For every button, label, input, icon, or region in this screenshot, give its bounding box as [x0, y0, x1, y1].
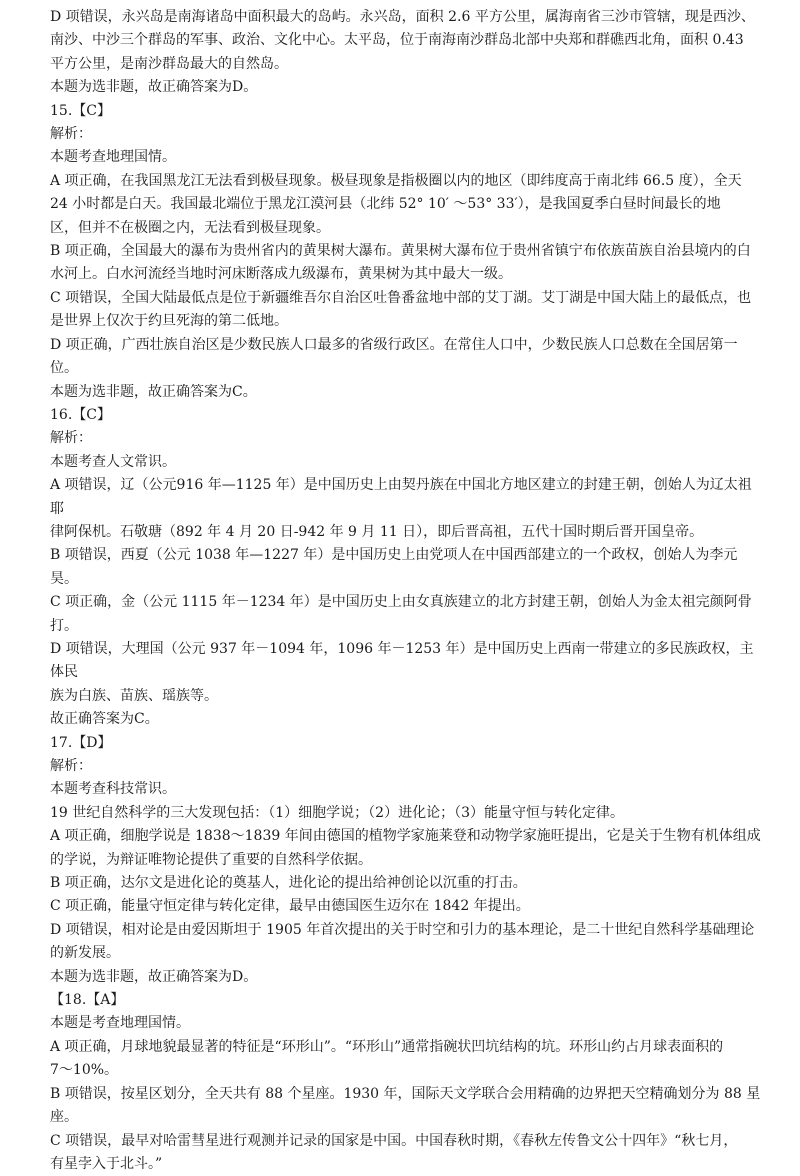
text-line: 打。 [50, 617, 78, 634]
text-line: 15.【C】 [50, 102, 111, 119]
text-line: B 项错误，按星区划分，全天共有 88 个星座。1930 年，国际天文学联合会用精确的边界把天空精确划分为 88 星 [50, 1085, 761, 1102]
text-line: A 项正确，在我国黑龙江无法看到极昼现象。极昼现象是指极圈以内的地区（即纬度高于南北纬 66.5 度），全天 [50, 172, 742, 189]
text-line: C 项正确，金（公元 1115 年－1234 年）是中国历史上由女真族建立的北方封建王朝，创始人为金太祖完颜阿骨 [50, 594, 752, 611]
text-line: 族为白族、苗族、瑶族等。 [50, 687, 218, 704]
text-line: 的学说，为辩证唯物论提供了重要的自然科学依据。 [50, 851, 372, 868]
text-line: 本题为选非题，故正确答案为D。 [50, 79, 258, 96]
text-line: 有星孛入于北斗。” [50, 1155, 163, 1172]
text-line: 本题考查科技常识。 [50, 781, 176, 798]
text-line: 【18.【A】 [50, 992, 125, 1009]
document-body [50, 6, 764, 1176]
text-line: 本题为选非题，故正确答案为C。 [50, 383, 257, 400]
text-line: B 项正确，达尔文是进化论的奠基人，进化论的提出给神创论以沉重的打击。 [50, 875, 527, 892]
text-line: B 项错误，西夏（公元 1038 年—1227 年）是中国历史上由党项人在中国西部建立的一个政权，创始人为李元昊。 [50, 547, 738, 587]
text-line: 本题考查地理国情。 [50, 149, 176, 166]
text-line: 位。 [50, 360, 78, 377]
text-line: A 项正确，细胞学说是 1838～1839 年间由德国的植物学家施莱登和动物学家施旺提出，它是关于生物有机体组成 [50, 828, 761, 845]
text-line: D 项错误，永兴岛是南海诸岛中面积最大的岛屿。永兴岛，面积 2.6 平方公里，属海南省三沙市管辖，现是西沙、 [50, 9, 755, 25]
text-line: D 项正确，广西壮族自治区是少数民族人口最多的省级行政区。在常住人口中，少数民族人口总数在全国居第一 [50, 336, 738, 353]
text-line: D 项错误，相对论是由爱因斯坦于 1905 年首次提出的关于时空和引力的基本理论，是二十世纪自然科学基础理论 [50, 921, 755, 938]
text-line: C 项正确，能量守恒定律与转化定律，最早由德国医生迈尔在 1842 年提出。 [50, 898, 530, 915]
text-line: A 项正确，月球地貌最显著的特征是“环形山”。“环形山”通常指碗状凹坑结构的坑。环形山约占月球表面积的 [50, 1038, 724, 1055]
text-line: 解析： [50, 758, 92, 774]
text-line: 本题考查人文常识。 [50, 453, 176, 470]
text-line: 17.【D】 [50, 734, 112, 751]
text-line: 是世界上仅次于约旦死海的第二低地。 [50, 313, 288, 330]
text-line: 故正确答案为C。 [50, 711, 159, 728]
text-line: 本题为选非题，故正确答案为D。 [50, 968, 258, 985]
text-line: 19 世纪自然科学的三大发现包括：（1）细胞学说；（2）进化论；（3）能量守恒与转化定律。 [50, 804, 624, 821]
text-line: B 项正确，全国最大的瀑布为贵州省内的黄果树大瀑布。黄果树大瀑布位于贵州省镇宁布依族苗族自治县境内的白 [50, 243, 751, 260]
text-line: 本题是考查地理国情。 [50, 1015, 190, 1032]
text-line: 7～10%。 [50, 1062, 119, 1079]
text-line: 律阿保机。石敬瑭（892 年 4 月 20 日-942 年 9 月 11 日），即后晋高祖，五代十国时期后晋开国皇帝。 [50, 523, 704, 540]
text-line: 24 小时都是白天。我国最北端位于黑龙江漠河县（北纬 52° 10′ ～53° 33′），是我国夏季白昼时间最长的地 [50, 196, 721, 213]
text-line: 解析： [50, 430, 92, 447]
text-line: C 项错误，全国大陆最低点是位于新疆维吾尔自治区吐鲁番盆地中部的艾丁湖。艾丁湖是中国大陆上的最低点，也 [50, 289, 752, 306]
text-line: 16.【C】 [50, 406, 111, 423]
text-line: D 项错误，大理国（公元 937 年－1094 年，1096 年－1253 年）是中国历史上西南一带建立的多民族政权，主体民 [50, 640, 754, 681]
text-line: 区，但并不在极圈之内，无法看到极昼现象。 [50, 219, 330, 236]
text-line: 解析： [50, 126, 92, 143]
text-line: C 项错误，最早对哈雷彗星进行观测并记录的国家是中国。中国春秋时期，《春秋左传鲁文公十四年》“秋七月， [50, 1132, 738, 1149]
text-line: 座。 [50, 1109, 78, 1126]
text-line: 的新发展。 [50, 945, 120, 962]
text-line: 水河上。白水河流经当地时河床断落成九级瀑布，黄果树为其中最大一级。 [50, 266, 512, 283]
text-line: 平方公里，是南沙群岛最大的自然岛。 [50, 55, 288, 72]
text-line: A 项错误，辽（公元916 年—1125 年）是中国历史上由契丹族在中国北方地区建立的封建王朝，创始人为辽太祖耶 [50, 477, 752, 517]
text-line: 南沙、中沙三个群岛的军事、政治、文化中心。太平岛，位于南海南沙群岛北部中央郑和群礁西北角，面积 0.43 [50, 32, 744, 49]
